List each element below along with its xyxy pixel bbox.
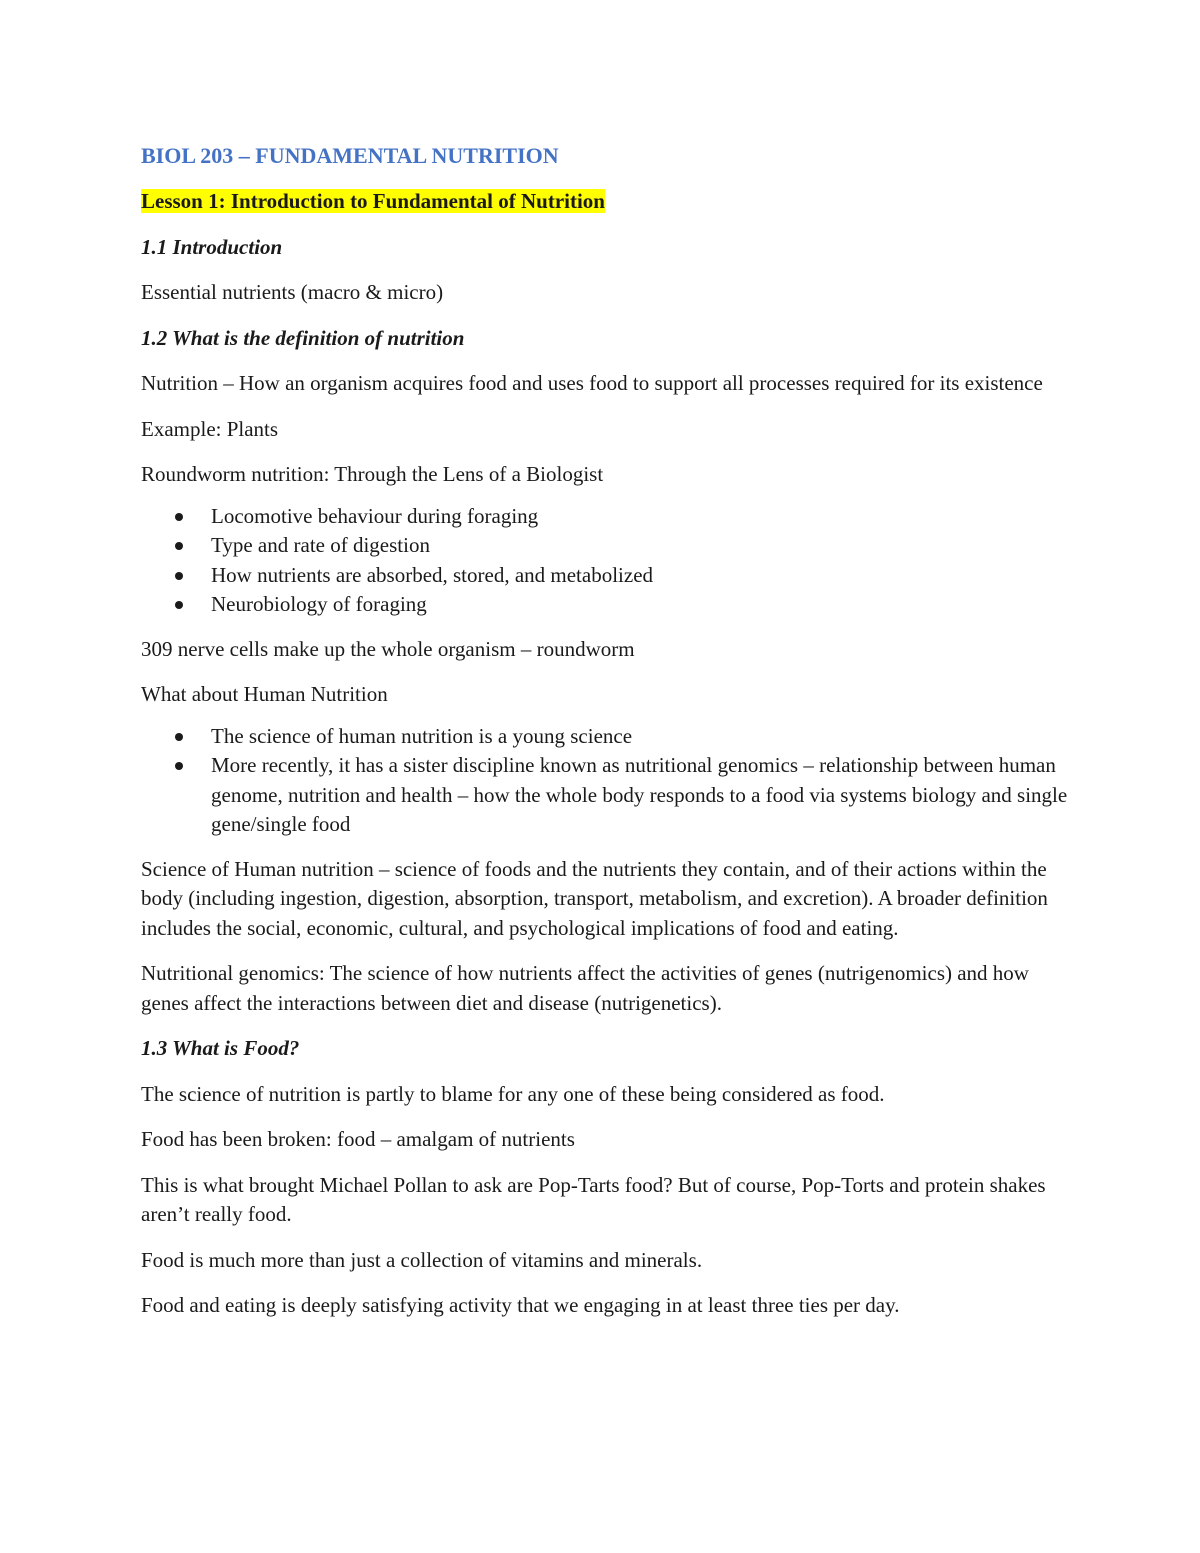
paragraph-nutritional-genomics: Nutritional genomics: The science of how nutrients affect the activities of genes (nutrigenomics) and how genes affect the interactions between diet and disease (nutrigenetics). (141, 961, 1029, 1015)
paragraph-food-1: The science of nutrition is partly to blame for any one of these being considered as food. (141, 1081, 885, 1106)
paragraph-food-2: Food has been broken: food – amalgam of nutrients (141, 1127, 575, 1151)
paragraph-food-5: Food and eating is deeply satisfying activity that we engaging in at least three ties per day. (141, 1293, 900, 1317)
paragraph-science-human-nutrition: Science of Human nutrition – science of foods and the nutrients they contain, and of their actions within the body (including ingestion, digestion, absorption, transport, metabolism, and excretion). A broader definition includes the social, economic, cultural, and psychological implications of food and eating. (141, 856, 1048, 940)
human-bullet-list (141, 722, 1071, 840)
document-page (141, 140, 1071, 1337)
paragraph-food-4: Food is much more than just a collection of vitamins and minerals. (141, 1247, 703, 1272)
paragraph-roundworm: Roundworm nutrition: Through the Lens of a Biologist (141, 462, 604, 486)
bullet-icon (175, 762, 183, 770)
paragraph-food-3: This is what brought Michael Pollan to ask are Pop-Tarts food? But of course, Pop-Torts and protein shakes aren’t really food. (141, 1172, 1046, 1226)
bullet-icon (175, 601, 183, 609)
list-item: Type and rate of digestion (141, 531, 1071, 561)
section-heading-definition: 1.2 What is the definition of nutrition (141, 325, 465, 350)
list-item: Locomotive behaviour during foraging (141, 502, 1071, 532)
lesson-heading (141, 187, 1071, 217)
section-heading-introduction: 1.1 Introduction (141, 234, 283, 259)
bullet-icon (175, 572, 183, 580)
document-title: BIOL 203 – FUNDAMENTAL NUTRITION (141, 143, 559, 168)
section-heading-food: 1.3 What is Food? (141, 1036, 300, 1060)
bullet-icon (175, 513, 183, 521)
list-item: Neurobiology of foraging (141, 590, 1071, 620)
bullet-icon (175, 542, 183, 550)
paragraph-human-nutrition: What about Human Nutrition (141, 682, 388, 706)
bullet-icon (175, 733, 183, 741)
list-item: How nutrients are absorbed, stored, and metabolized (141, 561, 1071, 591)
lesson-heading-highlight: Lesson 1: Introduction to Fundamental of Nutrition (141, 189, 605, 213)
list-item: The science of human nutrition is a young science (141, 722, 1071, 752)
roundworm-bullet-list (141, 502, 1071, 620)
paragraph-essential-nutrients: Essential nutrients (macro & micro) (141, 280, 444, 304)
list-item: More recently, it has a sister discipline known as nutritional genomics – relationship between human genome, nutrition and health – how the whole body responds to a food via systems biology and single gene/single food (141, 751, 1071, 840)
paragraph-nutrition-definition: Nutrition – How an organism acquires food and uses food to support all processes required for its existence (141, 371, 1043, 395)
paragraph-example: Example: Plants (141, 416, 279, 441)
paragraph-nerve-cells: 309 nerve cells make up the whole organism – roundworm (141, 636, 635, 661)
